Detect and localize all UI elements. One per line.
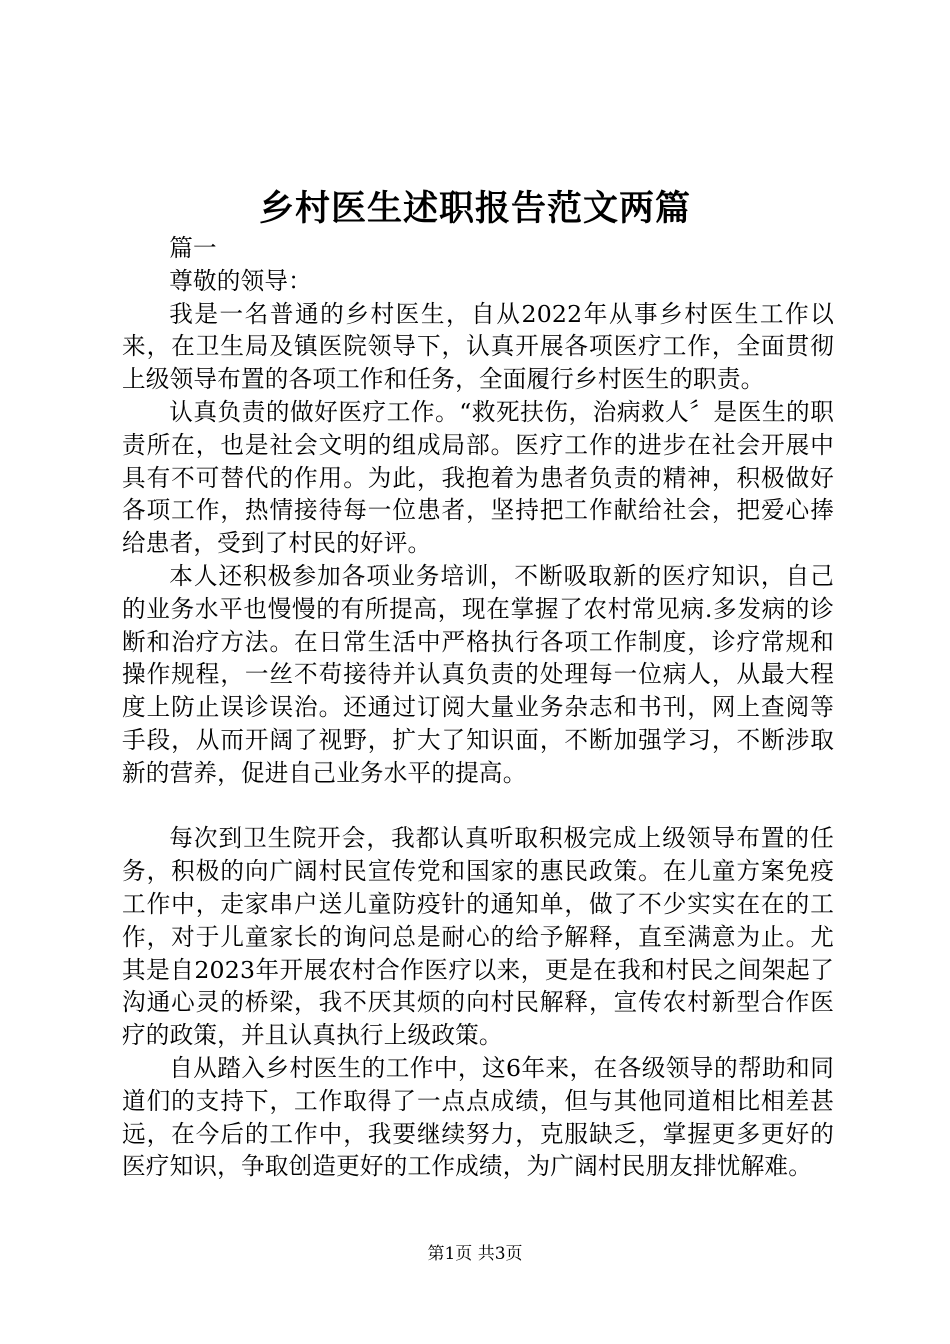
page-number-footer: 第1页 共3页 <box>427 1244 523 1264</box>
section-heading: 篇一 <box>169 234 217 262</box>
paragraph-medical-work: 认真负责的做好医疗工作。“救死扶伤，治病救人〞是医生的职责所在，也是社会文明的组成局部。医疗工作的进步在社会开展中具有不可替代的作用。为此，我抱着为患者负责的精神，积极做好各项工作，热情接待每一位患者，坚持把工作献给社会，把爱心捧给患者，受到了村民的好评。 <box>122 397 834 558</box>
paragraph-conclusion: 自从踏入乡村医生的工作中，这6年来，在各级领导的帮助和同道们的支持下，工作取得了一点点成绩，但与其他同道相比相差甚远，在今后的工作中，我要继续努力，克服缺乏，掌握更多更好的医疗知识，争取创造更好的工作成绩，为广阔村民朋友排忧解难。 <box>122 1053 834 1181</box>
paragraph-training: 本人还积极参加各项业务培训，不断吸取新的医疗知识，自己的业务水平也慢慢的有所提高，现在掌握了农村常见病.多发病的诊断和治疗方法。在日常生活中严格执行各项工作制度，诊疗常规和操作规程，一丝不苟接待并认真负责的处理每一位病人，从最大程度上防止误诊误治。还通过订阅大量业务杂志和书刊，网上查阅等手段，从而开阔了视野，扩大了知识面，不断加强学习，不断涉取新的营养，促进自己业务水平的提高。 <box>122 561 834 787</box>
document-title: 乡村医生述职报告范文两篇 <box>258 189 691 229</box>
paragraph-meetings: 每次到卫生院开会，我都认真听取积极完成上级领导布置的任务，积极的向广阔村民宣传党和国家的惠民政策。在儿童方案免疫工作中，走家串户送儿童防疫针的通知单，做了不少实实在在的工作，对于儿童家长的询问总是耐心的给予解释，直至满意为止。尤其是自2023年开展农村合作医疗以来，更是在我和村民之间架起了沟通心灵的桥梁，我不厌其烦的向村民解释，宣传农村新型合作医疗的政策，并且认真执行上级政策。 <box>122 824 834 1050</box>
salutation: 尊敬的领导： <box>169 266 312 295</box>
paragraph-intro: 我是一名普通的乡村医生，自从2022年从事乡村医生工作以来，在卫生局及镇医院领导下，认真开展各项医疗工作，全面贯彻上级领导布置的各项工作和任务，全面履行乡村医生的职责。 <box>122 299 834 394</box>
document-body <box>122 232 834 1183</box>
